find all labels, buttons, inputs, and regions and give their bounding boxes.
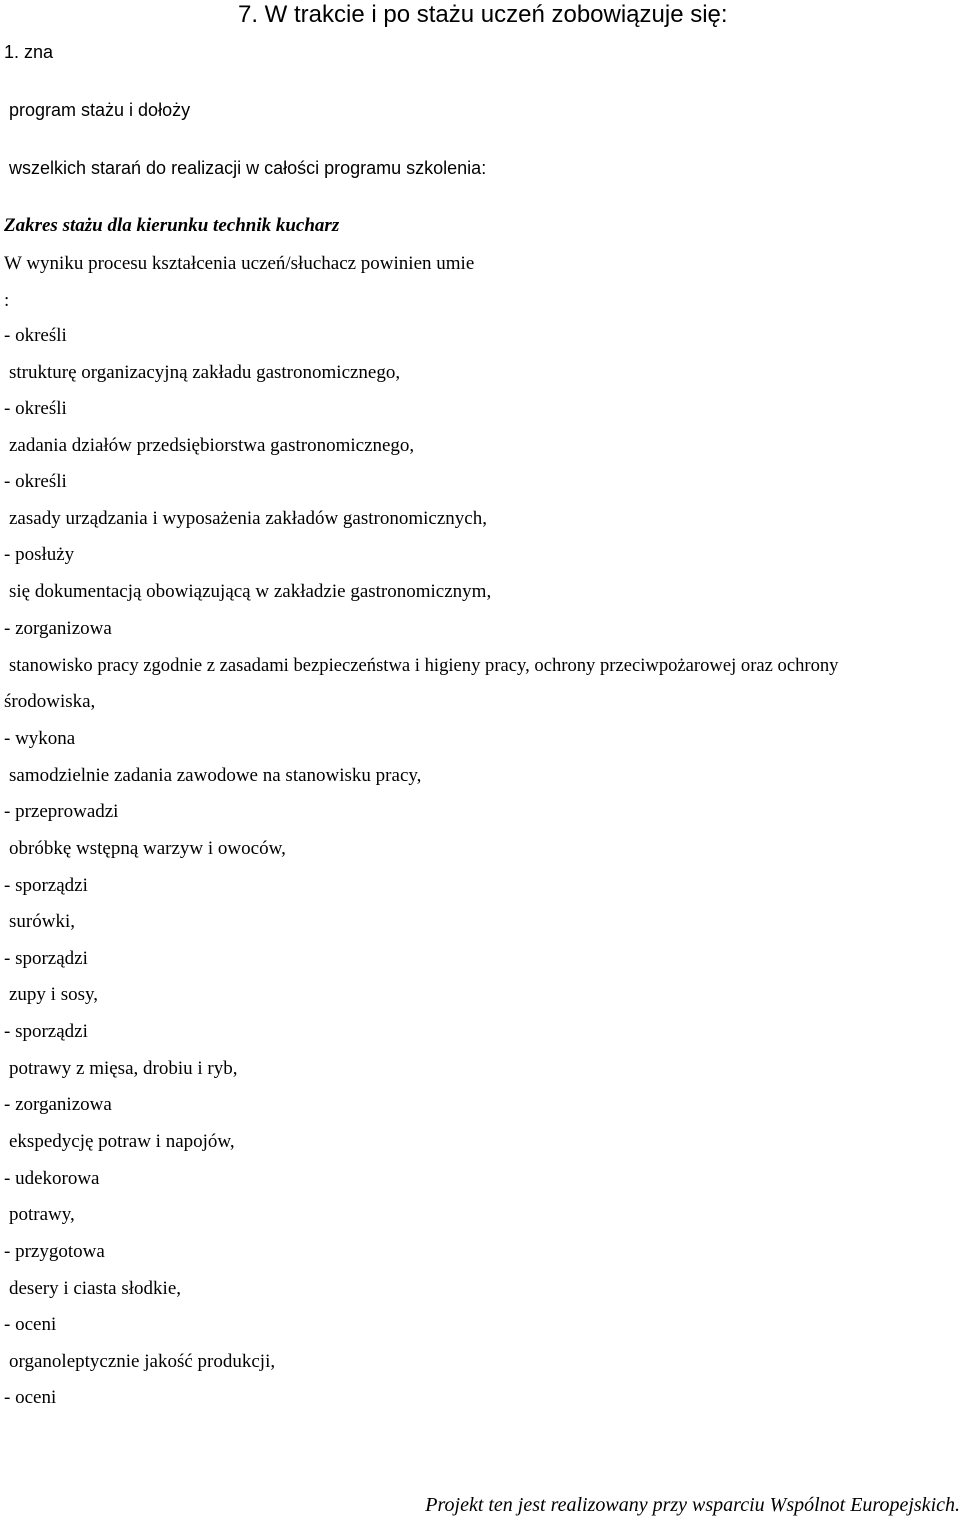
item-verb: - posłuży [4, 544, 75, 565]
item-text: ekspedycję potraw i napojów, [9, 1131, 235, 1152]
item-text: się dokumentacją obowiązującą w zakładzie gastronomicznym, [9, 581, 492, 602]
item-verb: - sporządzi [4, 1021, 88, 1042]
item-text: zasady urządzania i wyposażenia zakładów gastronomicznych, [9, 508, 487, 529]
item-text: zadania działów przedsiębiorstwa gastronomicznego, [9, 435, 415, 456]
section-title: Zakres stażu dla kierunku technik kucharz [4, 215, 340, 236]
item-text: desery i ciasta słodkie, [9, 1278, 182, 1299]
item-verb: - zorganizowa [4, 1094, 112, 1115]
item-text: zupy i sosy, [9, 984, 99, 1005]
item-text: organoleptycznie jakość produkcji, [9, 1351, 276, 1372]
item-verb: - przeprowadzi [4, 801, 119, 822]
item-text: samodzielnie zadania zawodowe na stanowisku pracy, [9, 765, 422, 786]
intro-line-1: 1. zna [4, 42, 54, 62]
intro-line-2: program stażu i dołoży [9, 100, 191, 120]
item-text: strukturę organizacyjną zakładu gastronomicznego, [9, 362, 401, 383]
item-text: obróbkę wstępną warzyw i owoców, [9, 838, 286, 859]
item-verb: - udekorowa [4, 1168, 100, 1189]
intro-line-3: wszelkich starań do realizacji w całości programu szkolenia: [9, 158, 487, 178]
item-text-continued: środowiska, [4, 691, 96, 712]
item-verb: - określi [4, 471, 67, 492]
item-verb: - sporządzi [4, 875, 88, 896]
item-verb: - określi [4, 325, 67, 346]
page-footer: Projekt ten jest realizowany przy wsparciu Wspólnot Europejskich. [425, 1494, 960, 1516]
item-verb: - przygotowa [4, 1241, 105, 1262]
item-verb: - sporządzi [4, 948, 88, 969]
lead-line-2: : [4, 290, 10, 311]
section-heading: 7. W trakcie i po stażu uczeń zobowiązuje się: [238, 1, 728, 28]
lead-line-1: W wyniku procesu kształcenia uczeń/słuchacz powinien umie [4, 253, 475, 274]
item-verb: - oceni [4, 1387, 57, 1408]
item-verb: - określi [4, 398, 67, 419]
item-verb: - wykona [4, 728, 76, 749]
item-text: stanowisko pracy zgodnie z zasadami bezpieczeństwa i higieny pracy, ochrony przeciwpożarowej oraz ochrony [9, 655, 839, 676]
item-verb: - zorganizowa [4, 618, 112, 639]
item-text: potrawy, [9, 1204, 75, 1225]
item-verb: - oceni [4, 1314, 57, 1335]
item-text: surówki, [9, 911, 75, 932]
item-text: potrawy z mięsa, drobiu i ryb, [9, 1058, 238, 1079]
